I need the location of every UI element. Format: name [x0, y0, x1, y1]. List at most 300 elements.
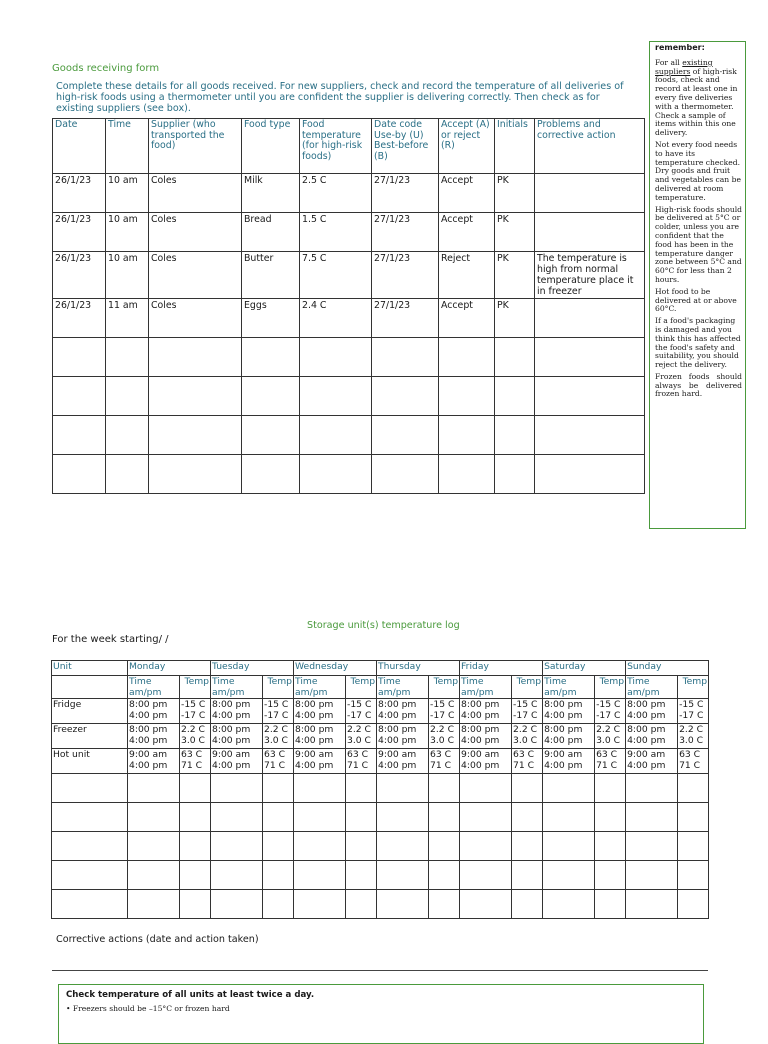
- log-temp-cell: [346, 749, 377, 774]
- log-empty-cell: [678, 861, 709, 890]
- log-temp-cell: [263, 699, 294, 724]
- log-temp-header: Temp: [595, 676, 626, 699]
- receiving-cell: Accept: [439, 174, 495, 213]
- log-time-header: Time am/pm: [294, 676, 346, 699]
- log-temp-cell: [180, 749, 211, 774]
- receiving-cell: [106, 338, 149, 377]
- table-row: [53, 455, 645, 494]
- log-time-value: 8:00 pm: [461, 724, 500, 735]
- log-day-monday: Monday: [128, 661, 211, 676]
- log-temp-value: 71 C: [430, 760, 452, 771]
- log-temp-value: 71 C: [596, 760, 618, 771]
- log-temp-cell: [263, 749, 294, 774]
- log-title: Storage unit(s) temperature log: [307, 620, 460, 631]
- receiving-cell: The temperature is high from normal temperature place it in freezer: [535, 252, 645, 299]
- log-temp-cell: [429, 749, 460, 774]
- log-empty-cell: [626, 832, 678, 861]
- log-empty-cell: [52, 890, 128, 919]
- receiving-cell: Reject: [439, 252, 495, 299]
- log-time-value: 4:00 pm: [295, 710, 334, 721]
- reminder-high-risk: High-risk foods should be delivered at 5°C or colder, unless you are confident that the food has been in the temperature danger zone between 5°C and 60°C for less than 2 hours.: [655, 204, 743, 284]
- table-row: [52, 724, 709, 749]
- receiving-cell: [53, 377, 106, 416]
- log-time-value: 4:00 pm: [295, 760, 334, 771]
- receiving-cell: [535, 299, 645, 338]
- log-time-value: 8:00 pm: [129, 699, 168, 710]
- log-empty-cell: [211, 861, 263, 890]
- log-time-value: 9:00 am: [212, 749, 251, 760]
- log-temp-cell: [429, 699, 460, 724]
- log-temp-cell: [678, 749, 709, 774]
- receiving-cell: 10 am: [106, 174, 149, 213]
- log-empty-cell: [543, 803, 595, 832]
- log-time-value: 8:00 pm: [295, 724, 334, 735]
- receiving-cell: PK: [495, 213, 535, 252]
- log-empty-cell: [595, 861, 626, 890]
- log-empty-cell: [626, 861, 678, 890]
- table-row: [53, 377, 645, 416]
- receiving-cell: [53, 338, 106, 377]
- log-time-cell: [460, 724, 512, 749]
- log-empty-cell: [460, 774, 512, 803]
- table-row: [53, 252, 645, 299]
- log-temp-value: -17 C: [596, 710, 621, 721]
- log-time-cell: [128, 699, 180, 724]
- log-subheader-blank: [52, 676, 128, 699]
- log-time-value: 9:00 am: [544, 749, 583, 760]
- table-row: [53, 416, 645, 455]
- log-empty-cell: [211, 890, 263, 919]
- receiving-cell: [149, 338, 242, 377]
- reminder-temperature-check: Not every food needs to have its temperature checked. Dry goods and fruit and vegetables can be delivered at room temperature.: [655, 139, 741, 202]
- form-intro: Complete these details for all goods received. For new suppliers, check and record the temperature of all deliveries of high-risk foods using a thermometer until you are confident the supplier is delivering correctly. Then check as for existing suppliers (see box).: [56, 81, 624, 114]
- receiving-cell: [535, 213, 645, 252]
- log-temp-value: 3.0 C: [513, 735, 537, 746]
- log-temp-value: 3.0 C: [430, 735, 454, 746]
- receiving-cell: [495, 416, 535, 455]
- log-empty-cell: [626, 890, 678, 919]
- log-time-cell: [377, 749, 429, 774]
- log-temp-value: 63 C: [513, 749, 535, 760]
- log-temp-value: 2.2 C: [264, 724, 288, 735]
- reminder-hot-food: Hot food to be delivered at or above 60°C.: [655, 286, 737, 314]
- log-empty-cell: [346, 861, 377, 890]
- receiving-header-2: Supplier (who transported the food): [149, 119, 242, 174]
- receiving-cell: [149, 377, 242, 416]
- log-empty-cell: [543, 890, 595, 919]
- receiving-cell: PK: [495, 252, 535, 299]
- log-time-value: 9:00 am: [129, 749, 168, 760]
- receiving-cell: Butter: [242, 252, 300, 299]
- log-temp-value: 63 C: [181, 749, 203, 760]
- log-temp-value: 63 C: [347, 749, 369, 760]
- receiving-cell: 26/1/23: [53, 213, 106, 252]
- log-temp-cell: [180, 724, 211, 749]
- log-day-sunday: Sunday: [626, 661, 709, 676]
- log-temp-cell: [512, 749, 543, 774]
- table-row: [52, 774, 709, 803]
- log-empty-cell: [429, 774, 460, 803]
- table-row: [52, 699, 709, 724]
- log-time-header: Time am/pm: [626, 676, 678, 699]
- receiving-cell: [535, 416, 645, 455]
- log-time-value: 9:00 am: [295, 749, 334, 760]
- reminder-packaging: If a food's packaging is damaged and you think this has affected the food's safety and suitability, you should reject the delivery.: [655, 316, 741, 370]
- receiving-cell: Coles: [149, 213, 242, 252]
- log-time-cell: [294, 724, 346, 749]
- log-time-cell: [626, 724, 678, 749]
- log-empty-cell: [512, 890, 543, 919]
- receiving-cell: 26/1/23: [53, 299, 106, 338]
- log-empty-cell: [294, 832, 346, 861]
- log-temp-value: 3.0 C: [264, 735, 288, 746]
- receiving-cell: [149, 416, 242, 455]
- reminder-frozen: Frozen foods should always be delivered frozen hard.: [655, 371, 742, 399]
- log-empty-cell: [128, 832, 180, 861]
- log-time-cell: [543, 724, 595, 749]
- form-title: Goods receiving form: [52, 63, 160, 74]
- log-temp-value: -17 C: [430, 710, 455, 721]
- log-time-cell: [294, 749, 346, 774]
- log-time-value: 8:00 pm: [544, 724, 583, 735]
- log-temp-value: 71 C: [181, 760, 203, 771]
- receiving-cell: [439, 455, 495, 494]
- log-time-cell: [294, 699, 346, 724]
- log-temp-header: Temp: [346, 676, 377, 699]
- log-empty-cell: [52, 861, 128, 890]
- table-row: [52, 749, 709, 774]
- log-temp-cell: [678, 699, 709, 724]
- receiving-cell: [535, 338, 645, 377]
- log-temp-value: 63 C: [596, 749, 618, 760]
- log-empty-cell: [180, 803, 211, 832]
- log-empty-cell: [263, 774, 294, 803]
- log-empty-cell: [543, 832, 595, 861]
- log-temp-cell: [346, 724, 377, 749]
- receiving-header-3: Food type: [242, 119, 300, 174]
- log-time-cell: [128, 749, 180, 774]
- table-row: [53, 174, 645, 213]
- log-empty-cell: [128, 803, 180, 832]
- receiving-cell: [535, 174, 645, 213]
- receiving-cell: [242, 338, 300, 377]
- log-empty-cell: [263, 890, 294, 919]
- log-temp-cell: [512, 699, 543, 724]
- log-empty-cell: [180, 832, 211, 861]
- log-empty-cell: [211, 832, 263, 861]
- log-time-cell: [377, 724, 429, 749]
- log-time-value: 8:00 pm: [378, 724, 417, 735]
- log-empty-cell: [377, 832, 429, 861]
- log-time-header: Time am/pm: [543, 676, 595, 699]
- log-empty-cell: [346, 803, 377, 832]
- log-temp-value: -15 C: [679, 699, 704, 710]
- log-empty-cell: [294, 774, 346, 803]
- log-empty-cell: [512, 861, 543, 890]
- log-temp-cell: [512, 724, 543, 749]
- log-unit-header: Unit: [52, 661, 128, 676]
- log-time-cell: [543, 749, 595, 774]
- log-time-value: 4:00 pm: [129, 760, 168, 771]
- receiving-cell: 27/1/23: [372, 213, 439, 252]
- log-empty-cell: [678, 890, 709, 919]
- log-temp-cell: [263, 724, 294, 749]
- table-row: [52, 861, 709, 890]
- log-empty-cell: [128, 774, 180, 803]
- table-row: [53, 213, 645, 252]
- log-empty-cell: [52, 803, 128, 832]
- log-time-cell: [211, 724, 263, 749]
- receiving-cell: 27/1/23: [372, 252, 439, 299]
- reminder-heading: remember:: [655, 43, 705, 52]
- log-time-value: 4:00 pm: [544, 735, 583, 746]
- log-empty-cell: [626, 774, 678, 803]
- log-empty-cell: [460, 890, 512, 919]
- log-time-cell: [626, 749, 678, 774]
- log-day-tuesday: Tuesday: [211, 661, 294, 676]
- log-time-value: 4:00 pm: [212, 735, 251, 746]
- log-time-value: 9:00 am: [627, 749, 666, 760]
- log-empty-cell: [429, 803, 460, 832]
- log-temp-value: 63 C: [679, 749, 701, 760]
- log-time-cell: [128, 724, 180, 749]
- receiving-cell: [149, 455, 242, 494]
- log-temp-value: -15 C: [347, 699, 372, 710]
- log-empty-cell: [377, 861, 429, 890]
- log-temp-value: -15 C: [264, 699, 289, 710]
- log-day-friday: Friday: [460, 661, 543, 676]
- receiving-cell: 2.4 C: [300, 299, 372, 338]
- log-temp-value: -15 C: [596, 699, 621, 710]
- log-temp-value: -17 C: [513, 710, 538, 721]
- receiving-cell: [300, 416, 372, 455]
- log-day-saturday: Saturday: [543, 661, 626, 676]
- log-time-value: 4:00 pm: [378, 760, 417, 771]
- check-freezer-line: • Freezers should be –15°C or frozen hard: [66, 1004, 230, 1013]
- log-time-value: 4:00 pm: [544, 760, 583, 771]
- log-time-cell: [460, 749, 512, 774]
- log-empty-cell: [180, 774, 211, 803]
- log-empty-cell: [128, 890, 180, 919]
- check-temperature-box: [58, 984, 704, 1044]
- log-empty-cell: [678, 832, 709, 861]
- log-time-value: 4:00 pm: [627, 760, 666, 771]
- receiving-cell: 2.5 C: [300, 174, 372, 213]
- table-row: [52, 832, 709, 861]
- log-time-cell: [211, 699, 263, 724]
- log-time-value: 8:00 pm: [627, 724, 666, 735]
- receiving-cell: [106, 416, 149, 455]
- receiving-cell: [495, 455, 535, 494]
- receiving-cell: Eggs: [242, 299, 300, 338]
- receiving-cell: [372, 377, 439, 416]
- log-temp-value: 3.0 C: [596, 735, 621, 746]
- log-time-header: Time am/pm: [211, 676, 263, 699]
- receiving-cell: [495, 377, 535, 416]
- table-row: [53, 338, 645, 377]
- log-temp-value: 71 C: [513, 760, 535, 771]
- receiving-cell: Coles: [149, 252, 242, 299]
- receiving-cell: [535, 455, 645, 494]
- log-temp-cell: [595, 699, 626, 724]
- log-time-value: 4:00 pm: [627, 735, 666, 746]
- receiving-cell: 27/1/23: [372, 299, 439, 338]
- receiving-cell: [439, 377, 495, 416]
- log-temp-header: Temp: [263, 676, 294, 699]
- log-unit-name: Hot unit: [52, 749, 128, 774]
- receiving-cell: [106, 377, 149, 416]
- receiving-header-8: Problems and corrective action: [535, 119, 645, 174]
- log-temp-cell: [595, 724, 626, 749]
- log-temp-value: 2.2 C: [181, 724, 205, 735]
- log-empty-cell: [346, 774, 377, 803]
- log-temp-value: 63 C: [264, 749, 286, 760]
- log-day-thursday: Thursday: [377, 661, 460, 676]
- log-empty-cell: [377, 803, 429, 832]
- log-temp-cell: [346, 699, 377, 724]
- log-temp-header: Temp: [429, 676, 460, 699]
- receiving-header-5: Date code Use-by (U) Best-before (B): [372, 119, 439, 174]
- receiving-cell: [372, 338, 439, 377]
- log-empty-cell: [263, 803, 294, 832]
- log-temp-cell: [180, 699, 211, 724]
- log-empty-cell: [346, 832, 377, 861]
- check-heading: Check temperature of all units at least twice a day.: [66, 990, 315, 1000]
- log-empty-cell: [294, 890, 346, 919]
- log-time-value: 4:00 pm: [212, 710, 251, 721]
- receiving-cell: Coles: [149, 174, 242, 213]
- receiving-cell: 26/1/23: [53, 174, 106, 213]
- log-empty-cell: [460, 861, 512, 890]
- log-temp-value: 2.2 C: [513, 724, 537, 735]
- log-empty-cell: [180, 861, 211, 890]
- log-temp-value: 71 C: [679, 760, 701, 771]
- log-time-value: 4:00 pm: [461, 710, 500, 721]
- log-temp-value: -15 C: [181, 699, 206, 710]
- receiving-cell: 10 am: [106, 213, 149, 252]
- log-empty-cell: [595, 803, 626, 832]
- log-empty-cell: [460, 803, 512, 832]
- receiving-cell: [300, 338, 372, 377]
- receiving-cell: [242, 377, 300, 416]
- log-empty-cell: [512, 774, 543, 803]
- receiving-header-1: Time: [106, 119, 149, 174]
- log-temp-cell: [678, 724, 709, 749]
- receiving-cell: [300, 455, 372, 494]
- log-time-value: 9:00 am: [378, 749, 417, 760]
- reminder-existing-suppliers: For all existing suppliers of high-risk foods, check and record at least one in every five deliveries with a thermometer. Check a sample of items within this one delivery.: [655, 57, 738, 138]
- log-unit-name: Freezer: [52, 724, 128, 749]
- log-time-header: Time am/pm: [128, 676, 180, 699]
- log-empty-cell: [52, 774, 128, 803]
- log-empty-cell: [263, 832, 294, 861]
- log-time-value: 8:00 pm: [295, 699, 334, 710]
- receiving-cell: PK: [495, 299, 535, 338]
- log-temp-value: 2.2 C: [679, 724, 704, 735]
- log-empty-cell: [429, 890, 460, 919]
- log-empty-cell: [595, 890, 626, 919]
- receiving-cell: [242, 416, 300, 455]
- log-time-value: 4:00 pm: [378, 735, 417, 746]
- receiving-cell: Coles: [149, 299, 242, 338]
- log-time-value: 4:00 pm: [627, 710, 666, 721]
- table-row: [52, 803, 709, 832]
- receiving-cell: [439, 338, 495, 377]
- log-temp-header: Temp: [512, 676, 543, 699]
- log-temp-header: Temp: [180, 676, 211, 699]
- receiving-cell: Accept: [439, 299, 495, 338]
- log-time-value: 8:00 pm: [461, 699, 500, 710]
- log-temp-value: 3.0 C: [347, 735, 371, 746]
- log-time-value: 8:00 pm: [378, 699, 417, 710]
- log-empty-cell: [294, 861, 346, 890]
- log-day-wednesday: Wednesday: [294, 661, 377, 676]
- log-time-value: 8:00 pm: [129, 724, 168, 735]
- receiving-cell: [106, 455, 149, 494]
- receiving-header-0: Date: [53, 119, 106, 174]
- log-empty-cell: [678, 803, 709, 832]
- table-row: [52, 890, 709, 919]
- log-empty-cell: [377, 774, 429, 803]
- log-time-cell: [626, 699, 678, 724]
- receiving-cell: [53, 416, 106, 455]
- log-time-value: 4:00 pm: [461, 735, 500, 746]
- log-time-value: 8:00 pm: [544, 699, 583, 710]
- log-empty-cell: [595, 774, 626, 803]
- log-time-cell: [377, 699, 429, 724]
- log-empty-cell: [377, 890, 429, 919]
- log-empty-cell: [263, 861, 294, 890]
- log-time-value: 4:00 pm: [295, 735, 334, 746]
- table-row: [53, 299, 645, 338]
- goods-receiving-table: [52, 118, 645, 494]
- receiving-cell: [53, 455, 106, 494]
- log-temp-value: 2.2 C: [347, 724, 371, 735]
- receiving-cell: Milk: [242, 174, 300, 213]
- log-unit-name: Fridge: [52, 699, 128, 724]
- log-temp-value: 63 C: [430, 749, 452, 760]
- log-empty-cell: [211, 803, 263, 832]
- reminder-box: [649, 41, 746, 529]
- log-empty-cell: [52, 832, 128, 861]
- log-time-value: 4:00 pm: [129, 710, 168, 721]
- log-empty-cell: [429, 832, 460, 861]
- receiving-cell: [372, 455, 439, 494]
- receiving-header-7: Initials: [495, 119, 535, 174]
- log-temp-value: -15 C: [513, 699, 538, 710]
- receiving-cell: Accept: [439, 213, 495, 252]
- receiving-cell: 10 am: [106, 252, 149, 299]
- log-temp-value: -17 C: [347, 710, 372, 721]
- log-empty-cell: [543, 861, 595, 890]
- log-empty-cell: [294, 803, 346, 832]
- receiving-cell: [495, 338, 535, 377]
- log-time-value: 8:00 pm: [212, 699, 251, 710]
- log-time-value: 4:00 pm: [544, 710, 583, 721]
- log-time-value: 4:00 pm: [461, 760, 500, 771]
- receiving-cell: [535, 377, 645, 416]
- log-empty-cell: [346, 890, 377, 919]
- log-time-value: 9:00 am: [461, 749, 500, 760]
- receiving-cell: [242, 455, 300, 494]
- log-empty-cell: [678, 774, 709, 803]
- receiving-cell: 26/1/23: [53, 252, 106, 299]
- log-empty-cell: [128, 861, 180, 890]
- receiving-cell: 7.5 C: [300, 252, 372, 299]
- log-time-header: Time am/pm: [460, 676, 512, 699]
- log-temp-value: 3.0 C: [679, 735, 704, 746]
- log-empty-cell: [626, 803, 678, 832]
